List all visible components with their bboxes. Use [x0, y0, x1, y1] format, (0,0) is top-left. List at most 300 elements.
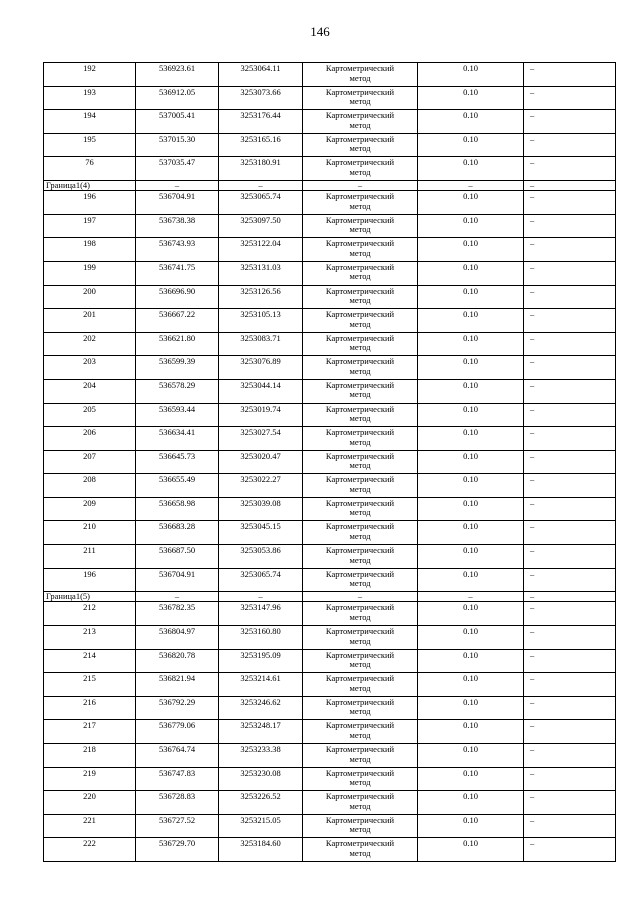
- y-coordinate: 3253233.38: [219, 744, 303, 768]
- note-value: –: [524, 696, 616, 720]
- method-line2: метод: [349, 166, 371, 177]
- y-coordinate: 3253126.56: [219, 285, 303, 309]
- note-value: –: [524, 814, 616, 838]
- method-line2: метод: [349, 389, 371, 400]
- accuracy-value: 0.10: [418, 309, 524, 333]
- method-line1: Картометрический: [325, 602, 395, 613]
- table-row: [44, 309, 616, 333]
- point-id: 220: [44, 791, 136, 815]
- point-id: 192: [44, 63, 136, 87]
- accuracy-value: 0.10: [418, 191, 524, 215]
- method-line1: Картометрический: [325, 379, 395, 390]
- method-cell: [303, 238, 418, 262]
- accuracy-value: 0.10: [418, 791, 524, 815]
- method-line2: метод: [349, 436, 371, 447]
- y-coordinate: 3253165.16: [219, 133, 303, 157]
- table-row: [44, 838, 616, 862]
- x-coordinate: 536804.97: [136, 626, 219, 650]
- method-cell: [303, 110, 418, 134]
- method-cell: [303, 720, 418, 744]
- y-coordinate: 3253053.86: [219, 545, 303, 569]
- table-row: [44, 545, 616, 569]
- accuracy-value: 0.10: [418, 133, 524, 157]
- method-line2: метод: [349, 342, 371, 353]
- method-line1: Картометрический: [325, 767, 395, 778]
- point-id: 216: [44, 696, 136, 720]
- note-value: –: [524, 720, 616, 744]
- note-value: –: [524, 649, 616, 673]
- method-line2: метод: [349, 800, 371, 811]
- method-line2: метод: [349, 611, 371, 622]
- method-line1: Картометрический: [325, 356, 395, 367]
- accuracy-value: 0.10: [418, 379, 524, 403]
- table-row: [44, 521, 616, 545]
- method-line2: метод: [349, 554, 371, 565]
- method-cell: [303, 356, 418, 380]
- x-coordinate: 536704.91: [136, 191, 219, 215]
- y-coordinate: 3253097.50: [219, 214, 303, 238]
- method-line1: Картометрический: [325, 791, 395, 802]
- accuracy-value: 0.10: [418, 63, 524, 87]
- accuracy-value: 0.10: [418, 696, 524, 720]
- x-coordinate: 537005.41: [136, 110, 219, 134]
- note-value: –: [524, 157, 616, 181]
- method-line1: Картометрический: [325, 86, 395, 97]
- point-id: 208: [44, 474, 136, 498]
- method-line1: Картометрический: [325, 214, 395, 225]
- y-coordinate: 3253248.17: [219, 720, 303, 744]
- method-cell: [303, 767, 418, 791]
- table-row: [44, 157, 616, 181]
- method-cell: [303, 568, 418, 592]
- accuracy-value: 0.10: [418, 497, 524, 521]
- y-coordinate: 3253044.14: [219, 379, 303, 403]
- boundary-row: [44, 180, 616, 190]
- y-coordinate: 3253076.89: [219, 356, 303, 380]
- point-id: 218: [44, 744, 136, 768]
- method-line1: Картометрический: [325, 649, 395, 660]
- note-value: –: [524, 767, 616, 791]
- method-line1: Картометрический: [325, 63, 395, 73]
- x-coordinate: 536729.70: [136, 838, 219, 862]
- method-cell: [303, 309, 418, 333]
- method-line2: метод: [349, 72, 371, 83]
- table-row: [44, 86, 616, 110]
- note-value: –: [524, 474, 616, 498]
- boundary-row: [44, 592, 616, 602]
- method-line1: Картометрический: [325, 309, 395, 320]
- method-cell: [303, 649, 418, 673]
- x-coordinate: 536687.50: [136, 545, 219, 569]
- y-coordinate: 3253019.74: [219, 403, 303, 427]
- x-coordinate: 536792.29: [136, 696, 219, 720]
- method-line1: Картометрический: [325, 261, 395, 272]
- table-row: [44, 814, 616, 838]
- boundary-dash: –: [136, 592, 219, 602]
- point-id: 76: [44, 157, 136, 181]
- method-line1: Картометрический: [325, 568, 395, 579]
- method-cell: [303, 521, 418, 545]
- y-coordinate: 3253122.04: [219, 238, 303, 262]
- accuracy-value: 0.10: [418, 545, 524, 569]
- method-line2: метод: [349, 295, 371, 306]
- boundary-dash: –: [136, 180, 219, 190]
- point-id: 199: [44, 261, 136, 285]
- method-cell: [303, 814, 418, 838]
- method-cell: [303, 474, 418, 498]
- accuracy-value: 0.10: [418, 521, 524, 545]
- x-coordinate: 536779.06: [136, 720, 219, 744]
- y-coordinate: 3253195.09: [219, 649, 303, 673]
- x-coordinate: 536727.52: [136, 814, 219, 838]
- method-line2: метод: [349, 824, 371, 835]
- accuracy-value: 0.10: [418, 450, 524, 474]
- method-line2: метод: [349, 777, 371, 788]
- x-coordinate: 536645.73: [136, 450, 219, 474]
- note-value: –: [524, 332, 616, 356]
- note-value: –: [524, 86, 616, 110]
- point-id: 204: [44, 379, 136, 403]
- boundary-dash: –: [303, 592, 418, 602]
- table-row: [44, 497, 616, 521]
- table-row: [44, 696, 616, 720]
- table-row: [44, 767, 616, 791]
- method-cell: [303, 838, 418, 862]
- table-row: [44, 720, 616, 744]
- method-line2: метод: [349, 271, 371, 282]
- boundary-dash: –: [418, 592, 524, 602]
- point-id: 195: [44, 133, 136, 157]
- accuracy-value: 0.10: [418, 110, 524, 134]
- x-coordinate: 536912.05: [136, 86, 219, 110]
- x-coordinate: 536655.49: [136, 474, 219, 498]
- accuracy-value: 0.10: [418, 814, 524, 838]
- method-line1: Картометрический: [325, 673, 395, 684]
- page-number: 146: [310, 24, 330, 39]
- accuracy-value: 0.10: [418, 602, 524, 626]
- point-id: 221: [44, 814, 136, 838]
- y-coordinate: 3253131.03: [219, 261, 303, 285]
- x-coordinate: 536683.28: [136, 521, 219, 545]
- x-coordinate: 536782.35: [136, 602, 219, 626]
- y-coordinate: 3253065.74: [219, 568, 303, 592]
- method-line2: метод: [349, 483, 371, 494]
- y-coordinate: 3253160.80: [219, 626, 303, 650]
- y-coordinate: 3253180.91: [219, 157, 303, 181]
- y-coordinate: 3253184.60: [219, 838, 303, 862]
- coordinates-table: [43, 62, 616, 862]
- method-line2: метод: [349, 460, 371, 471]
- x-coordinate: 536621.80: [136, 332, 219, 356]
- method-line2: метод: [349, 729, 371, 740]
- method-cell: [303, 63, 418, 87]
- method-line2: метод: [349, 200, 371, 211]
- x-coordinate: 536743.93: [136, 238, 219, 262]
- x-coordinate: 536820.78: [136, 649, 219, 673]
- method-line2: метод: [349, 847, 371, 858]
- point-id: 206: [44, 427, 136, 451]
- method-line1: Картометрический: [325, 497, 395, 508]
- method-line1: Картометрический: [325, 696, 395, 707]
- accuracy-value: 0.10: [418, 626, 524, 650]
- method-line1: Картометрический: [325, 110, 395, 121]
- table-row: [44, 427, 616, 451]
- method-cell: [303, 285, 418, 309]
- boundary-label: Граница1(4): [44, 180, 136, 190]
- method-line2: метод: [349, 143, 371, 154]
- method-line1: Картометрический: [325, 450, 395, 461]
- table-row: [44, 649, 616, 673]
- table-row: [44, 191, 616, 215]
- x-coordinate: 536747.83: [136, 767, 219, 791]
- table-row: [44, 450, 616, 474]
- point-id: 193: [44, 86, 136, 110]
- table-row: [44, 356, 616, 380]
- table-row: [44, 63, 616, 87]
- point-id: 203: [44, 356, 136, 380]
- y-coordinate: 3253105.13: [219, 309, 303, 333]
- y-coordinate: 3253045.15: [219, 521, 303, 545]
- y-coordinate: 3253027.54: [219, 427, 303, 451]
- y-coordinate: 3253083.71: [219, 332, 303, 356]
- coordinates-table-body: [44, 63, 616, 862]
- note-value: –: [524, 602, 616, 626]
- method-line2: метод: [349, 247, 371, 258]
- method-line1: Картометрический: [325, 427, 395, 438]
- method-line2: метод: [349, 96, 371, 107]
- x-coordinate: 536821.94: [136, 673, 219, 697]
- method-cell: [303, 602, 418, 626]
- point-id: 196: [44, 568, 136, 592]
- point-id: 219: [44, 767, 136, 791]
- point-id: 212: [44, 602, 136, 626]
- point-id: 197: [44, 214, 136, 238]
- table-row: [44, 602, 616, 626]
- accuracy-value: 0.10: [418, 720, 524, 744]
- table-row: [44, 474, 616, 498]
- y-coordinate: 3253147.96: [219, 602, 303, 626]
- note-value: –: [524, 568, 616, 592]
- method-cell: [303, 427, 418, 451]
- point-id: 205: [44, 403, 136, 427]
- point-id: 217: [44, 720, 136, 744]
- accuracy-value: 0.10: [418, 285, 524, 309]
- method-line1: Картометрический: [325, 157, 395, 168]
- point-id: 202: [44, 332, 136, 356]
- method-cell: [303, 379, 418, 403]
- note-value: –: [524, 403, 616, 427]
- point-id: 196: [44, 191, 136, 215]
- method-line2: метод: [349, 682, 371, 693]
- table-row: [44, 110, 616, 134]
- method-cell: [303, 673, 418, 697]
- accuracy-value: 0.10: [418, 261, 524, 285]
- x-coordinate: 536658.98: [136, 497, 219, 521]
- table-row: [44, 403, 616, 427]
- note-value: –: [524, 309, 616, 333]
- method-line1: Картометрический: [325, 744, 395, 754]
- method-line2: метод: [349, 530, 371, 541]
- method-cell: [303, 214, 418, 238]
- note-value: –: [524, 214, 616, 238]
- note-value: –: [524, 191, 616, 215]
- y-coordinate: 3253215.05: [219, 814, 303, 838]
- boundary-dash: –: [219, 592, 303, 602]
- x-coordinate: 536764.74: [136, 744, 219, 768]
- accuracy-value: 0.10: [418, 332, 524, 356]
- method-cell: [303, 497, 418, 521]
- method-cell: [303, 332, 418, 356]
- method-line2: метод: [349, 635, 371, 646]
- point-id: 211: [44, 545, 136, 569]
- x-coordinate: 536667.22: [136, 309, 219, 333]
- x-coordinate: 536923.61: [136, 63, 219, 87]
- method-cell: [303, 86, 418, 110]
- method-cell: [303, 545, 418, 569]
- note-value: –: [524, 63, 616, 87]
- boundary-dash: –: [219, 180, 303, 190]
- accuracy-value: 0.10: [418, 838, 524, 862]
- accuracy-value: 0.10: [418, 356, 524, 380]
- method-cell: [303, 157, 418, 181]
- y-coordinate: 3253214.61: [219, 673, 303, 697]
- table-row: [44, 238, 616, 262]
- x-coordinate: 536578.29: [136, 379, 219, 403]
- method-line2: метод: [349, 753, 371, 764]
- point-id: 213: [44, 626, 136, 650]
- accuracy-value: 0.10: [418, 474, 524, 498]
- x-coordinate: 536738.38: [136, 214, 219, 238]
- method-line1: Картометрический: [325, 720, 395, 731]
- boundary-label: Граница1(5): [44, 592, 136, 602]
- table-row: [44, 214, 616, 238]
- note-value: –: [524, 744, 616, 768]
- accuracy-value: 0.10: [418, 157, 524, 181]
- accuracy-value: 0.10: [418, 649, 524, 673]
- y-coordinate: 3253230.08: [219, 767, 303, 791]
- method-line2: метод: [349, 119, 371, 130]
- boundary-dash: –: [418, 180, 524, 190]
- y-coordinate: 3253073.66: [219, 86, 303, 110]
- x-coordinate: 536728.83: [136, 791, 219, 815]
- note-value: –: [524, 261, 616, 285]
- note-value: –: [524, 497, 616, 521]
- accuracy-value: 0.10: [418, 403, 524, 427]
- method-line1: Картометрический: [325, 403, 395, 414]
- note-value: –: [524, 133, 616, 157]
- method-cell: [303, 261, 418, 285]
- method-line2: метод: [349, 365, 371, 376]
- note-value: –: [524, 450, 616, 474]
- note-value: –: [524, 838, 616, 862]
- table-row: [44, 626, 616, 650]
- point-id: 194: [44, 110, 136, 134]
- note-value: –: [524, 356, 616, 380]
- method-line1: Картометрический: [325, 626, 395, 637]
- x-coordinate: 537035.47: [136, 157, 219, 181]
- method-line1: Картометрический: [325, 332, 395, 343]
- point-id: 200: [44, 285, 136, 309]
- table-row: [44, 332, 616, 356]
- accuracy-value: 0.10: [418, 214, 524, 238]
- method-line1: Картометрический: [325, 474, 395, 485]
- method-line2: метод: [349, 224, 371, 235]
- x-coordinate: 536599.39: [136, 356, 219, 380]
- note-value: –: [524, 379, 616, 403]
- note-value: –: [524, 791, 616, 815]
- boundary-dash: –: [524, 180, 616, 190]
- x-coordinate: 536741.75: [136, 261, 219, 285]
- y-coordinate: 3253226.52: [219, 791, 303, 815]
- table-row: [44, 673, 616, 697]
- table-row: [44, 133, 616, 157]
- method-line2: метод: [349, 706, 371, 717]
- note-value: –: [524, 521, 616, 545]
- method-line2: метод: [349, 318, 371, 329]
- x-coordinate: 537015.30: [136, 133, 219, 157]
- method-line2: метод: [349, 659, 371, 670]
- accuracy-value: 0.10: [418, 767, 524, 791]
- accuracy-value: 0.10: [418, 673, 524, 697]
- table-row: [44, 285, 616, 309]
- y-coordinate: 3253022.27: [219, 474, 303, 498]
- accuracy-value: 0.10: [418, 744, 524, 768]
- method-line1: Картометрический: [325, 814, 395, 825]
- point-id: 209: [44, 497, 136, 521]
- accuracy-value: 0.10: [418, 238, 524, 262]
- x-coordinate: 536696.90: [136, 285, 219, 309]
- y-coordinate: 3253039.08: [219, 497, 303, 521]
- point-id: 215: [44, 673, 136, 697]
- y-coordinate: 3253176.44: [219, 110, 303, 134]
- point-id: 198: [44, 238, 136, 262]
- point-id: 214: [44, 649, 136, 673]
- method-cell: [303, 191, 418, 215]
- method-cell: [303, 744, 418, 768]
- note-value: –: [524, 626, 616, 650]
- note-value: –: [524, 673, 616, 697]
- x-coordinate: 536634.41: [136, 427, 219, 451]
- table-row: [44, 568, 616, 592]
- method-line2: метод: [349, 578, 371, 589]
- method-cell: [303, 791, 418, 815]
- method-line1: Картометрический: [325, 133, 395, 144]
- method-cell: [303, 626, 418, 650]
- method-cell: [303, 450, 418, 474]
- point-id: 201: [44, 309, 136, 333]
- point-id: 210: [44, 521, 136, 545]
- point-id: 222: [44, 838, 136, 862]
- note-value: –: [524, 545, 616, 569]
- boundary-dash: –: [524, 592, 616, 602]
- table-row: [44, 744, 616, 768]
- table-row: [44, 261, 616, 285]
- note-value: –: [524, 238, 616, 262]
- method-line1: Картометрический: [325, 238, 395, 249]
- method-line1: Картометрический: [325, 285, 395, 296]
- method-line1: Картометрический: [325, 521, 395, 532]
- y-coordinate: 3253064.11: [219, 63, 303, 87]
- method-line1: Картометрический: [325, 545, 395, 556]
- y-coordinate: 3253065.74: [219, 191, 303, 215]
- note-value: –: [524, 427, 616, 451]
- y-coordinate: 3253020.47: [219, 450, 303, 474]
- x-coordinate: 536704.91: [136, 568, 219, 592]
- method-line2: метод: [349, 413, 371, 423]
- note-value: –: [524, 110, 616, 134]
- point-id: 207: [44, 450, 136, 474]
- note-value: –: [524, 285, 616, 309]
